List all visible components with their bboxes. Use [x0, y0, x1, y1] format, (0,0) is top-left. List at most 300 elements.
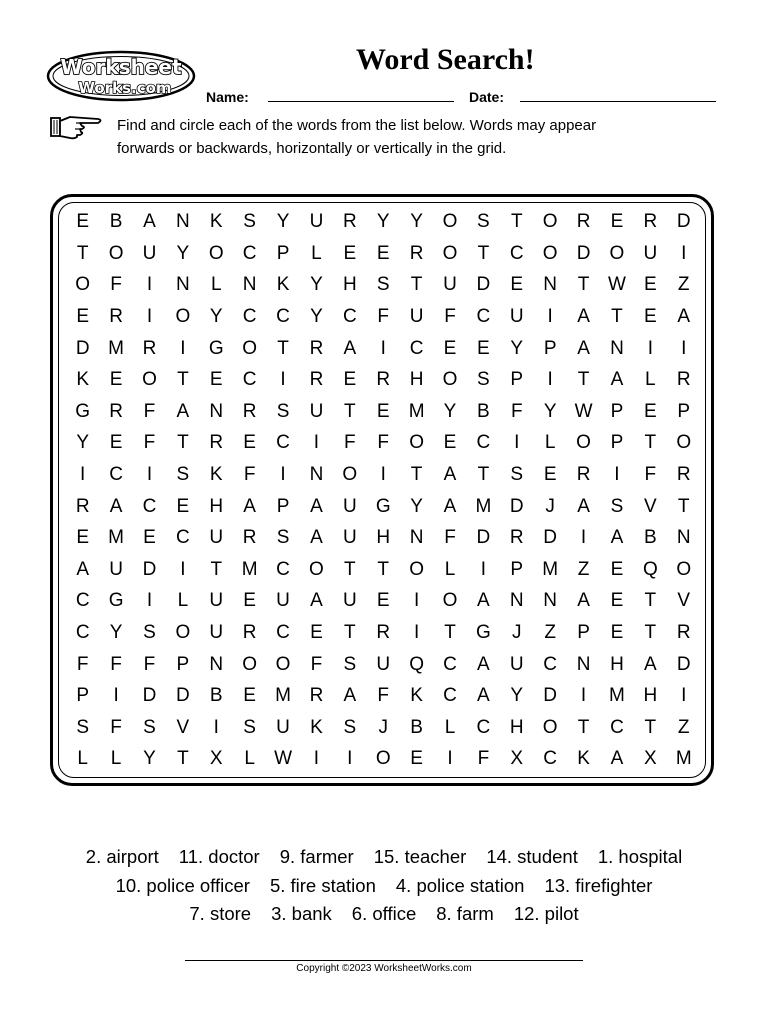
grid-cell[interactable]: C [242, 242, 257, 264]
grid-cell[interactable]: U [443, 274, 457, 296]
grid-cell[interactable]: A [610, 527, 624, 549]
grid-cell[interactable]: M [542, 558, 559, 580]
grid-cell[interactable]: N [309, 464, 324, 486]
grid-cell[interactable]: R [142, 337, 157, 359]
grid-cell[interactable]: N [209, 653, 224, 675]
grid-cell[interactable]: U [309, 211, 324, 233]
grid-cell[interactable]: U [142, 242, 157, 264]
grid-cell[interactable]: Y [410, 211, 423, 233]
grid-cell[interactable]: I [681, 685, 687, 707]
grid-cell[interactable]: O [242, 337, 258, 359]
grid-cell[interactable]: L [110, 748, 122, 770]
grid-cell[interactable]: P [577, 622, 590, 644]
grid-cell[interactable]: U [209, 622, 224, 644]
grid-cell[interactable]: I [681, 242, 687, 264]
grid-cell[interactable]: E [643, 400, 657, 422]
grid-cell[interactable]: S [276, 527, 290, 549]
grid-cell[interactable]: P [276, 495, 290, 517]
grid-cell[interactable]: S [376, 274, 390, 296]
grid-cell[interactable]: N [209, 400, 224, 422]
grid-cell[interactable]: H [376, 527, 391, 549]
grid-cell[interactable]: B [209, 685, 223, 707]
grid-cell[interactable]: I [347, 748, 353, 770]
grid-cell[interactable]: D [75, 337, 90, 359]
grid-cell[interactable]: G [75, 400, 91, 422]
grid-cell[interactable]: Z [677, 716, 690, 738]
grid-cell[interactable]: P [610, 432, 624, 454]
grid-cell[interactable]: F [243, 464, 256, 486]
grid-cell[interactable]: D [176, 685, 190, 707]
grid-cell[interactable]: O [342, 464, 358, 486]
grid-cell[interactable]: I [447, 748, 453, 770]
grid-cell[interactable]: O [142, 369, 157, 391]
grid-cell[interactable]: K [209, 464, 223, 486]
grid-cell[interactable]: P [543, 337, 557, 359]
grid-cell[interactable]: C [476, 432, 491, 454]
grid-cell[interactable]: D [509, 495, 524, 517]
grid-cell[interactable]: N [676, 527, 691, 549]
grid-cell[interactable]: I [547, 306, 553, 328]
grid-cell[interactable]: I [413, 590, 420, 612]
grid-cell[interactable]: J [512, 622, 522, 644]
grid-cell[interactable]: A [243, 495, 256, 517]
grid-cell[interactable]: R [242, 400, 257, 422]
grid-cell[interactable]: O [275, 653, 291, 675]
grid-cell[interactable]: J [378, 716, 388, 738]
grid-cell[interactable]: U [209, 590, 224, 612]
grid-cell[interactable]: I [647, 337, 653, 359]
grid-cell[interactable]: I [313, 432, 320, 454]
grid-cell[interactable]: T [444, 622, 456, 644]
grid-cell[interactable]: Q [642, 558, 658, 580]
grid-cell[interactable]: T [177, 432, 189, 454]
grid-cell[interactable]: T [177, 369, 189, 391]
grid-cell[interactable]: O [442, 242, 458, 264]
grid-cell[interactable]: S [143, 622, 156, 644]
grid-cell[interactable]: C [443, 685, 457, 707]
grid-cell[interactable]: R [676, 369, 691, 391]
grid-cell[interactable]: R [75, 495, 90, 517]
grid-cell[interactable]: M [108, 337, 124, 359]
grid-cell[interactable]: G [108, 590, 124, 612]
grid-cell[interactable]: Y [410, 495, 423, 517]
grid-cell[interactable]: E [176, 495, 190, 517]
grid-cell[interactable]: Y [310, 306, 323, 328]
grid-cell[interactable]: P [610, 400, 624, 422]
grid-cell[interactable]: I [146, 306, 153, 328]
grid-cell[interactable]: I [313, 748, 320, 770]
grid-cell[interactable]: M [408, 400, 425, 422]
grid-cell[interactable]: U [409, 306, 424, 328]
grid-cell[interactable]: T [377, 558, 390, 580]
grid-cell[interactable]: U [342, 590, 357, 612]
grid-cell[interactable]: I [213, 716, 219, 738]
grid-cell[interactable]: O [375, 748, 391, 770]
grid-cell[interactable]: K [209, 211, 223, 233]
grid-cell[interactable]: C [443, 653, 457, 675]
grid-cell[interactable]: P [276, 242, 290, 264]
grid-cell[interactable]: C [476, 306, 491, 328]
grid-cell[interactable]: Y [176, 242, 190, 264]
grid-cell[interactable]: F [377, 306, 390, 328]
grid-cell[interactable]: C [276, 306, 290, 328]
grid-cell[interactable]: N [176, 211, 190, 233]
grid-cell[interactable]: F [110, 653, 122, 675]
grid-cell[interactable]: O [442, 369, 458, 391]
grid-cell[interactable]: C [276, 432, 290, 454]
name-field-line[interactable] [268, 101, 454, 102]
grid-cell[interactable]: F [377, 432, 390, 454]
grid-cell[interactable]: C [409, 337, 424, 359]
grid-cell[interactable]: E [76, 527, 90, 549]
grid-cell[interactable]: T [577, 716, 590, 738]
grid-cell[interactable]: B [643, 527, 657, 549]
grid-cell[interactable]: N [543, 590, 558, 612]
grid-cell[interactable]: X [510, 748, 524, 770]
grid-cell[interactable]: O [242, 653, 258, 675]
grid-cell[interactable]: C [242, 306, 257, 328]
grid-cell[interactable]: S [243, 211, 256, 233]
grid-cell[interactable]: T [210, 558, 223, 580]
grid-cell[interactable]: S [243, 716, 256, 738]
grid-cell[interactable]: K [410, 685, 423, 707]
grid-cell[interactable]: U [309, 400, 324, 422]
grid-cell[interactable]: X [643, 748, 657, 770]
grid-cell[interactable]: F [110, 274, 122, 296]
grid-cell[interactable]: I [280, 464, 286, 486]
grid-cell[interactable]: E [76, 306, 90, 328]
grid-cell[interactable]: R [342, 211, 357, 233]
grid-cell[interactable]: A [477, 653, 490, 675]
grid-cell[interactable]: D [543, 685, 558, 707]
grid-cell[interactable]: R [643, 211, 658, 233]
grid-cell[interactable]: K [577, 748, 590, 770]
grid-cell[interactable]: A [477, 685, 490, 707]
grid-cell[interactable]: D [543, 527, 558, 549]
grid-cell[interactable]: I [480, 558, 487, 580]
grid-cell[interactable]: R [309, 337, 324, 359]
grid-cell[interactable]: H [610, 653, 624, 675]
grid-cell[interactable]: P [176, 653, 190, 675]
grid-cell[interactable]: O [75, 274, 91, 296]
grid-cell[interactable]: M [275, 685, 291, 707]
grid-cell[interactable]: U [376, 653, 391, 675]
grid-cell[interactable]: E [610, 558, 624, 580]
grid-cell[interactable]: E [76, 211, 90, 233]
grid-cell[interactable]: T [76, 242, 89, 264]
grid-cell[interactable]: I [514, 432, 520, 454]
grid-cell[interactable]: T [410, 274, 423, 296]
grid-cell[interactable]: N [409, 527, 424, 549]
grid-cell[interactable]: A [677, 306, 691, 328]
grid-cell[interactable]: C [509, 242, 524, 264]
grid-cell[interactable]: T [611, 306, 623, 328]
grid-cell[interactable]: Z [577, 558, 590, 580]
grid-cell[interactable]: S [276, 400, 290, 422]
grid-cell[interactable]: C [242, 369, 257, 391]
grid-cell[interactable]: A [343, 337, 357, 359]
grid-cell[interactable]: O [542, 716, 558, 738]
grid-cell[interactable]: L [444, 558, 456, 580]
grid-cell[interactable]: C [342, 306, 357, 328]
grid-cell[interactable]: A [610, 369, 624, 391]
grid-cell[interactable]: P [677, 400, 691, 422]
grid-cell[interactable]: D [142, 558, 157, 580]
grid-cell[interactable]: Z [677, 274, 690, 296]
grid-cell[interactable]: E [310, 622, 323, 644]
grid-cell[interactable]: U [342, 495, 357, 517]
grid-cell[interactable]: L [244, 748, 255, 770]
grid-cell[interactable]: E [443, 432, 457, 454]
grid-cell[interactable]: E [643, 306, 657, 328]
grid-cell[interactable]: O [409, 558, 424, 580]
grid-cell[interactable]: T [344, 622, 356, 644]
grid-cell[interactable]: W [574, 400, 593, 422]
grid-cell[interactable]: G [375, 495, 391, 517]
grid-cell[interactable]: F [377, 685, 390, 707]
grid-cell[interactable]: Y [543, 400, 557, 422]
grid-cell[interactable]: A [343, 685, 357, 707]
grid-cell[interactable]: T [510, 211, 523, 233]
grid-cell[interactable]: E [610, 622, 624, 644]
grid-cell[interactable]: I [280, 369, 286, 391]
grid-cell[interactable]: N [242, 274, 257, 296]
grid-cell[interactable]: L [177, 590, 189, 612]
grid-cell[interactable]: A [577, 306, 590, 328]
grid-cell[interactable]: A [310, 590, 323, 612]
grid-cell[interactable]: R [376, 369, 391, 391]
grid-cell[interactable]: U [109, 558, 123, 580]
grid-cell[interactable]: A [176, 400, 190, 422]
grid-cell[interactable]: I [580, 527, 587, 549]
grid-cell[interactable]: E [376, 400, 390, 422]
grid-cell[interactable]: E [343, 369, 357, 391]
grid-cell[interactable]: H [643, 685, 658, 707]
grid-cell[interactable]: X [209, 748, 223, 770]
grid-cell[interactable]: I [80, 464, 86, 486]
grid-cell[interactable]: A [310, 527, 323, 549]
grid-cell[interactable]: R [109, 306, 123, 328]
grid-cell[interactable]: O [108, 242, 124, 264]
grid-cell[interactable]: F [444, 306, 456, 328]
grid-cell[interactable]: M [675, 748, 692, 770]
grid-cell[interactable]: U [509, 653, 524, 675]
grid-cell[interactable]: L [210, 274, 222, 296]
grid-cell[interactable]: E [610, 211, 624, 233]
grid-cell[interactable]: R [309, 685, 324, 707]
grid-cell[interactable]: T [677, 495, 690, 517]
grid-cell[interactable]: A [643, 653, 657, 675]
grid-cell[interactable]: P [510, 369, 524, 391]
grid-cell[interactable]: Y [209, 306, 223, 328]
grid-cell[interactable]: A [310, 495, 323, 517]
grid-cell[interactable]: I [547, 369, 553, 391]
grid-cell[interactable]: C [276, 558, 290, 580]
grid-cell[interactable]: F [444, 527, 456, 549]
grid-cell[interactable]: E [376, 590, 390, 612]
grid-cell[interactable]: H [409, 369, 424, 391]
grid-cell[interactable]: C [543, 748, 558, 770]
grid-cell[interactable]: I [146, 274, 153, 296]
grid-cell[interactable]: T [177, 748, 189, 770]
grid-cell[interactable]: F [644, 464, 657, 486]
grid-cell[interactable]: Y [76, 432, 90, 454]
grid-cell[interactable]: F [143, 653, 156, 675]
grid-cell[interactable]: Y [376, 211, 390, 233]
grid-cell[interactable]: B [109, 211, 123, 233]
grid-cell[interactable]: Y [310, 274, 323, 296]
grid-cell[interactable]: P [510, 558, 524, 580]
grid-cell[interactable]: F [510, 400, 523, 422]
grid-cell[interactable]: A [443, 464, 457, 486]
grid-cell[interactable]: M [609, 685, 625, 707]
grid-cell[interactable]: Q [409, 653, 424, 675]
grid-cell[interactable]: U [643, 242, 658, 264]
grid-cell[interactable]: A [477, 590, 490, 612]
grid-cell[interactable]: T [644, 432, 657, 454]
grid-cell[interactable]: S [510, 464, 524, 486]
grid-cell[interactable]: E [443, 337, 457, 359]
grid-cell[interactable]: T [410, 464, 423, 486]
grid-cell[interactable]: L [311, 242, 322, 264]
grid-cell[interactable]: I [180, 558, 186, 580]
grid-cell[interactable]: Y [143, 748, 156, 770]
grid-cell[interactable]: R [109, 400, 123, 422]
grid-cell[interactable]: T [577, 274, 590, 296]
grid-cell[interactable]: I [146, 464, 153, 486]
grid-cell[interactable]: N [576, 653, 591, 675]
grid-cell[interactable]: O [442, 590, 458, 612]
grid-cell[interactable]: U [276, 716, 290, 738]
grid-cell[interactable]: F [76, 653, 89, 675]
grid-cell[interactable]: T [344, 400, 356, 422]
grid-cell[interactable]: O [676, 432, 692, 454]
grid-cell[interactable]: S [143, 716, 156, 738]
grid-cell[interactable]: V [677, 590, 691, 612]
grid-cell[interactable]: P [76, 685, 90, 707]
grid-cell[interactable]: O [676, 558, 692, 580]
grid-cell[interactable]: G [208, 337, 224, 359]
grid-cell[interactable]: E [243, 590, 256, 612]
grid-cell[interactable]: C [543, 653, 558, 675]
grid-cell[interactable]: E [410, 748, 423, 770]
grid-cell[interactable]: T [644, 716, 657, 738]
grid-cell[interactable]: T [277, 337, 289, 359]
grid-cell[interactable]: C [476, 716, 491, 738]
grid-cell[interactable]: O [175, 622, 191, 644]
grid-cell[interactable]: E [543, 464, 557, 486]
grid-cell[interactable]: E [510, 274, 524, 296]
grid-cell[interactable]: D [576, 242, 591, 264]
grid-cell[interactable]: E [343, 242, 357, 264]
grid-cell[interactable]: S [76, 716, 90, 738]
grid-cell[interactable]: I [614, 464, 620, 486]
grid-cell[interactable]: M [475, 495, 492, 517]
grid-cell[interactable]: V [643, 495, 657, 517]
grid-cell[interactable]: D [676, 211, 691, 233]
grid-cell[interactable]: Y [510, 337, 524, 359]
grid-cell[interactable]: A [577, 337, 590, 359]
grid-cell[interactable]: K [310, 716, 323, 738]
grid-cell[interactable]: I [413, 622, 420, 644]
grid-cell[interactable]: H [509, 716, 524, 738]
grid-cell[interactable]: R [309, 369, 324, 391]
grid-cell[interactable]: O [442, 211, 458, 233]
grid-cell[interactable]: C [75, 590, 90, 612]
grid-cell[interactable]: F [477, 748, 490, 770]
grid-cell[interactable]: E [109, 432, 123, 454]
grid-cell[interactable]: O [542, 211, 558, 233]
grid-cell[interactable]: S [343, 653, 357, 675]
date-field-line[interactable] [520, 101, 716, 102]
grid-cell[interactable]: E [209, 369, 223, 391]
grid-cell[interactable]: Z [544, 622, 556, 644]
grid-cell[interactable]: Y [443, 400, 457, 422]
grid-cell[interactable]: L [645, 369, 656, 391]
grid-cell[interactable]: A [577, 495, 590, 517]
grid-cell[interactable]: E [610, 590, 624, 612]
grid-cell[interactable]: N [176, 274, 190, 296]
grid-cell[interactable]: D [476, 527, 491, 549]
grid-cell[interactable]: U [342, 527, 357, 549]
grid-cell[interactable]: O [208, 242, 224, 264]
grid-cell[interactable]: T [477, 464, 490, 486]
grid-cell[interactable]: A [610, 748, 624, 770]
grid-cell[interactable]: Y [276, 211, 290, 233]
grid-cell[interactable]: K [276, 274, 290, 296]
grid-cell[interactable]: A [443, 495, 457, 517]
grid-cell[interactable]: S [343, 716, 357, 738]
grid-cell[interactable]: B [410, 716, 423, 738]
grid-cell[interactable]: T [577, 369, 590, 391]
grid-cell[interactable]: I [180, 337, 186, 359]
grid-cell[interactable]: T [644, 590, 657, 612]
grid-cell[interactable]: D [142, 685, 157, 707]
grid-cell[interactable]: E [643, 274, 657, 296]
grid-cell[interactable]: N [543, 274, 558, 296]
grid-cell[interactable]: H [342, 274, 357, 296]
grid-cell[interactable]: S [477, 211, 490, 233]
grid-cell[interactable]: M [108, 527, 124, 549]
grid-cell[interactable]: K [76, 369, 90, 391]
grid-cell[interactable]: S [176, 464, 190, 486]
grid-cell[interactable]: T [344, 558, 356, 580]
grid-cell[interactable]: D [676, 653, 691, 675]
grid-cell[interactable]: F [344, 432, 356, 454]
grid-cell[interactable]: F [143, 432, 156, 454]
grid-cell[interactable]: R [209, 432, 224, 454]
grid-cell[interactable]: E [243, 685, 256, 707]
grid-cell[interactable]: O [576, 432, 591, 454]
grid-cell[interactable]: C [610, 716, 624, 738]
grid-cell[interactable]: A [143, 211, 156, 233]
grid-cell[interactable]: O [409, 432, 424, 454]
grid-cell[interactable]: I [580, 685, 587, 707]
grid-cell[interactable]: L [444, 716, 456, 738]
grid-cell[interactable]: W [607, 274, 626, 296]
grid-cell[interactable]: V [176, 716, 190, 738]
grid-cell[interactable]: G [475, 622, 491, 644]
grid-cell[interactable]: L [544, 432, 556, 454]
grid-cell[interactable]: N [509, 590, 524, 612]
grid-cell[interactable]: W [274, 748, 292, 770]
grid-cell[interactable]: F [143, 400, 156, 422]
grid-cell[interactable]: D [476, 274, 491, 296]
grid-cell[interactable]: A [577, 590, 590, 612]
grid-cell[interactable]: U [276, 590, 290, 612]
grid-cell[interactable]: E [143, 527, 156, 549]
grid-cell[interactable]: C [176, 527, 190, 549]
